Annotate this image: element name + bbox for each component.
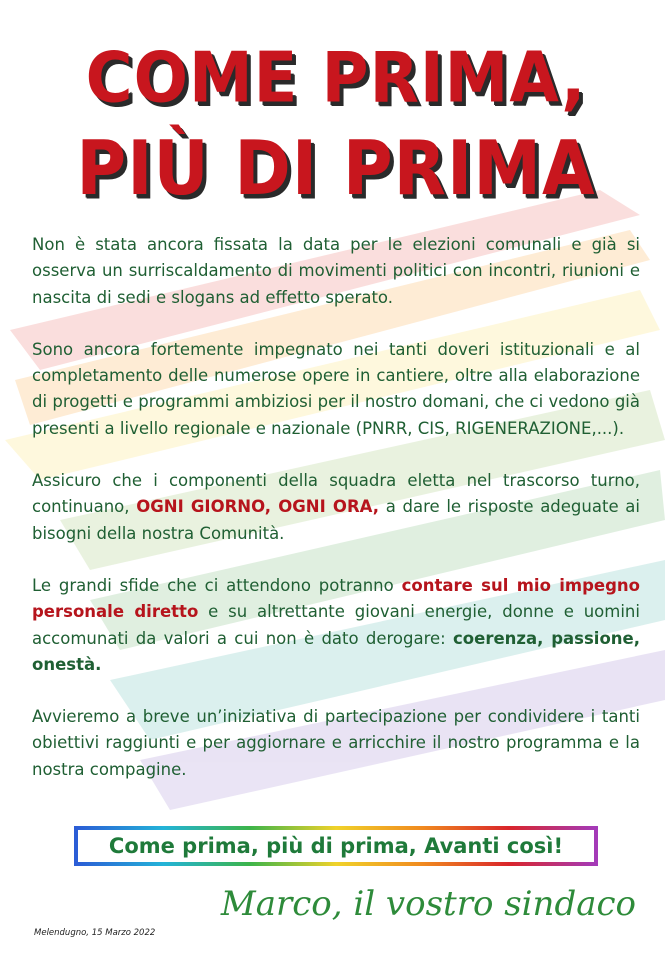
paragraph-3-text-c: a dare le risposte adeguate ai bisogni della nostra Comunità. (32, 497, 640, 543)
paragraph-4-text-a: Le grandi sfide che ci attendono potranno (32, 575, 402, 595)
signature: Marco, il vostro sindaco (220, 884, 636, 924)
letter-body (32, 232, 640, 809)
paragraph-4 (32, 573, 640, 678)
paragraph-3-highlight: OGNI GIORNO, OGNI ORA, (136, 497, 380, 517)
paragraph-4-values: coerenza, passione, onestà. (32, 628, 640, 674)
paragraph-1: Non è stata ancora fissata la data per le elezioni comunali e già si osserva un surriscaldamento di movimenti politici con incontri, riunioni e nascita di sedi e slogans ad effetto sperato. (32, 235, 640, 307)
paragraph-3 (32, 468, 640, 547)
footer-date: Melendugno, 15 Marzo 2022 (34, 928, 156, 938)
paragraph-3-text-a: Assicuro che i componenti della squadra eletta nel trascorso turno, continuano, (32, 471, 640, 517)
slogan-banner (74, 826, 598, 866)
paragraph-5: Avvieremo a breve un’iniziativa di partecipazione per condividere i tanti obiettivi raggiunti e per aggiornare e arricchire il nostro programma e la nostra compagine. (32, 707, 640, 779)
headline-line-2: PIÙ DI PRIMA (76, 126, 596, 213)
slogan-text: Come prima, più di prima, Avanti così! (108, 834, 564, 858)
paragraph-4-text-c: e su altrettante giovani energie, donne e uomini accomunati da valori a cui non è dato derogare: (32, 602, 640, 648)
paragraph-2: Sono ancora fortemente impegnato nei tanti doveri istituzionali e al completamento delle numerose opere in cantiere, oltre alla elaborazione di progetti e programmi ambiziosi per il nostro domani, che ci vedono già presenti a livello regionale e nazionale (PNRR, CIS, RIGENERAZIONE,...). (32, 339, 640, 438)
headline-line-1: COME PRIMA, (85, 39, 587, 119)
paragraph-4-highlight: contare sul mio impegno personale diretto (32, 575, 640, 622)
